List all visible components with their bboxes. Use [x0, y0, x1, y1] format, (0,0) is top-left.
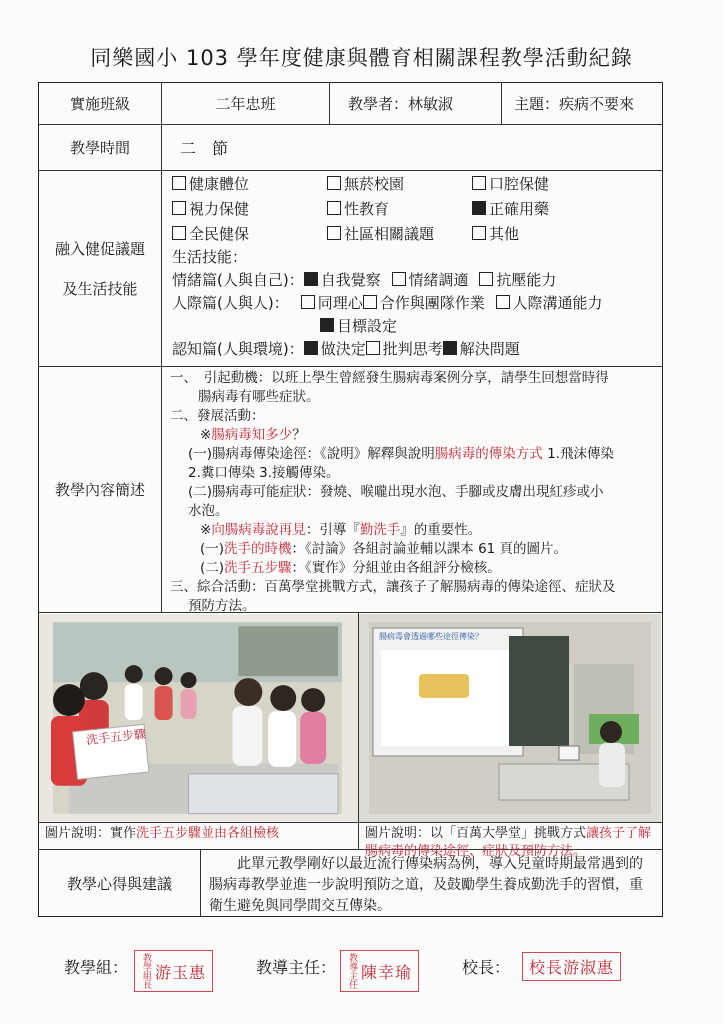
label-topics — [39, 171, 162, 366]
checkbox-icon — [327, 226, 341, 240]
principal-stamp-name: 校長游淑惠 — [529, 958, 615, 977]
skills-emotion: 情緒篇(人與自己)： 自我覺察 情緒調適 抗壓能力 — [172, 271, 557, 289]
label-reflection: 教學心得與建議 — [39, 850, 201, 916]
checkbox-checked-icon — [443, 341, 457, 355]
footer-director-label: 教導主任： — [256, 958, 337, 977]
director-stamp-name: 陳幸瑜 — [361, 962, 413, 982]
skills-title: 生活技能： — [172, 248, 248, 266]
checkbox-icon — [301, 295, 315, 309]
content-line: 2.糞口傳染 3.接觸傳染。 — [188, 465, 340, 481]
reflection-text: 此單元教學剛好以最近流行傳染病為例，導入兒童時期最常遇到的腸病毒教學並進一步說明預防之道，及鼓勵學生養成勤洗手的習慣，重衛生避免與同學間交互傳染。 — [209, 856, 643, 914]
content-line: 三、綜合活動：百萬學堂挑戰方式，讓孩子了解腸病毒的傳染途徑、症狀及 — [170, 579, 616, 595]
topic-option[interactable]: 全民健保 — [172, 223, 327, 246]
checkbox-icon — [172, 226, 186, 240]
row-class — [39, 83, 662, 125]
label-class: 實施班級 — [39, 83, 162, 124]
checkbox-icon — [172, 201, 186, 215]
row-topics — [39, 171, 662, 367]
photo-quiz — [359, 613, 662, 822]
checkbox-icon — [392, 272, 406, 286]
content-line: (一)腸病毒傳染途徑：《說明》解釋與說明腸病毒的傳染方式 1.飛沫傳染 — [188, 446, 614, 462]
page-title: 同樂國小 103 學年度健康與體育相關課程教學活動紀錄 — [90, 46, 633, 70]
label-topics-line2: 及生活技能 — [62, 279, 138, 298]
time-value: 二 節 — [180, 139, 229, 158]
checkbox-icon — [327, 201, 341, 215]
topic-option[interactable]: 性教育 — [327, 198, 472, 221]
content-line: (二)腸病毒可能症狀：發燒、喉嚨出現水泡、手腳或皮膚出現紅疹或小 — [188, 484, 604, 500]
topic-option[interactable]: 其他 — [472, 223, 652, 246]
checkbox-icon — [472, 176, 486, 190]
theme: 主題：疾病不要來 — [514, 95, 635, 113]
content-line: 水泡。 — [188, 503, 229, 519]
footer-group-label: 教學組： — [64, 958, 129, 977]
label-topics-line1: 融入健促議題 — [54, 239, 145, 258]
topic-options — [162, 173, 652, 246]
skills-cognition: 認知篇(人與環境)： 做決定 批判思考 解決問題 — [172, 340, 520, 358]
content-line: (二)洗手五步驟：《實作》分組並由各組評分檢核。 — [200, 560, 501, 576]
teaching-content — [162, 367, 662, 612]
checkbox-icon — [172, 176, 186, 190]
photo-handwashing — [39, 613, 359, 822]
group-stamp-title: 教學組長 — [141, 953, 151, 989]
record-table — [38, 82, 663, 917]
quiz-screen-text: 腸病毒會透過哪些途徑傳染？ — [379, 632, 483, 641]
director-stamp-title: 教導主任 — [347, 953, 357, 989]
checkbox-checked-icon — [304, 341, 318, 355]
topic-option[interactable]: 社區相關議題 — [327, 223, 472, 246]
skills-social-2: 目標設定 — [172, 315, 603, 338]
topics-content — [162, 171, 662, 366]
row-reflection — [39, 850, 662, 916]
life-skills — [162, 246, 603, 361]
checkbox-checked-icon — [320, 318, 334, 332]
director-stamp — [340, 950, 419, 992]
quiz-photo-illustration — [359, 614, 661, 822]
checkbox-checked-icon — [472, 201, 486, 215]
label-content: 教學內容簡述 — [39, 367, 162, 612]
content-line: (一)洗手的時機：《討論》各組討論並輔以課本 61 頁的圖片。 — [200, 541, 568, 557]
checkbox-icon — [496, 295, 510, 309]
row-time — [39, 125, 662, 171]
topic-option[interactable]: 健康體位 — [172, 173, 327, 196]
class-name: 二年忠班 — [162, 83, 330, 124]
row-photos — [39, 613, 662, 823]
handwashing-photo-illustration — [39, 614, 358, 822]
topic-option[interactable]: 正確用藥 — [472, 198, 652, 221]
checkbox-icon — [479, 272, 493, 286]
content-line: 預防方法。 — [188, 598, 256, 614]
footer-principal-label: 校長： — [462, 958, 511, 977]
checkbox-checked-icon — [304, 272, 318, 286]
content-line: ※腸病毒知多少？ — [200, 427, 306, 443]
topic-option[interactable]: 無菸校園 — [327, 173, 472, 196]
photo-sign-text: 洗手五步驟 — [85, 726, 147, 748]
checkbox-icon — [327, 176, 341, 190]
content-line: 一、 引起動機：以班上學生曾經發生腸病毒案例分享，請學生回想當時得 — [170, 370, 609, 386]
group-stamp-name: 游玉惠 — [155, 962, 207, 982]
row-captions — [39, 823, 662, 859]
checkbox-icon — [363, 295, 377, 309]
topic-option[interactable]: 視力保健 — [172, 198, 327, 221]
checkbox-icon — [366, 341, 380, 355]
teacher: 教學者：林敏淑 — [330, 83, 502, 124]
checkbox-icon — [472, 226, 486, 240]
caption-2: 圖片說明：以「百萬大學堂」挑戰方式讓孩子了解腸病毒的傳染途徑、症狀及預防方法。 — [365, 826, 652, 859]
content-line: 二、發展活動： — [170, 408, 265, 424]
group-stamp — [134, 950, 213, 992]
label-time: 教學時間 — [39, 125, 162, 170]
content-line: 腸病毒有哪些症狀。 — [198, 389, 320, 405]
principal-stamp — [522, 952, 621, 981]
caption-1: 圖片說明：實作 洗手五步驟並由各組檢核 — [39, 823, 359, 849]
row-content — [39, 367, 662, 613]
content-line: ※向腸病毒說再見：引導『勤洗手』的重要性。 — [200, 522, 482, 538]
skills-social: 人際篇(人與人)： 同理心 合作與團隊作業 人際溝通能力 — [172, 294, 603, 312]
topic-option[interactable]: 口腔保健 — [472, 173, 652, 196]
